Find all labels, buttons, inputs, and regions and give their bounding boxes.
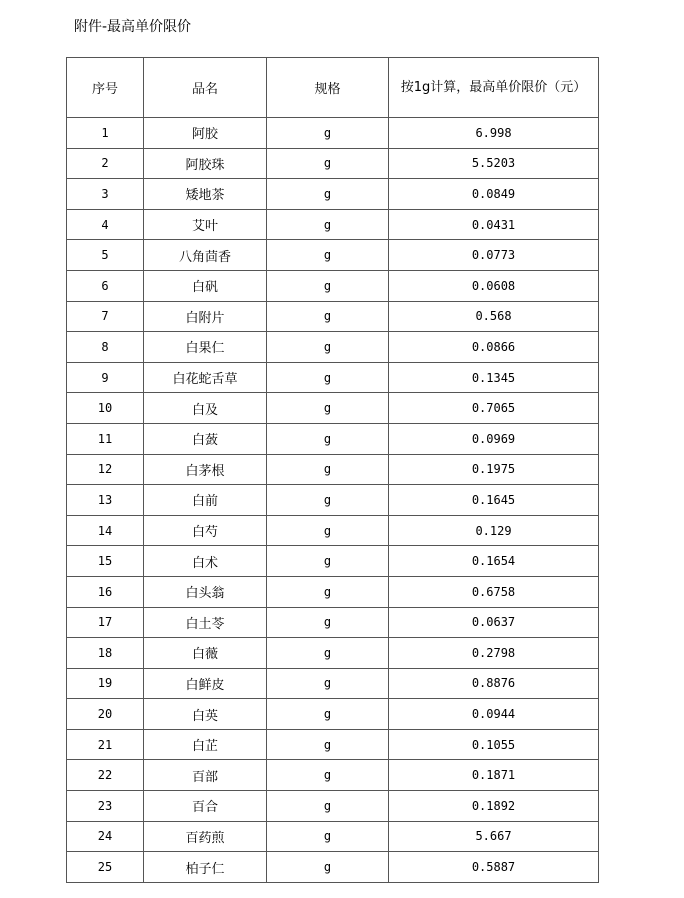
cell-index: 14 [67, 515, 144, 546]
cell-price: 0.0431 [389, 209, 599, 240]
table-row [67, 148, 599, 179]
cell-name: 白茅根 [144, 454, 267, 485]
cell-price: 0.7065 [389, 393, 599, 424]
cell-index: 25 [67, 852, 144, 883]
table-row [67, 393, 599, 424]
cell-index: 20 [67, 699, 144, 730]
table-row [67, 270, 599, 301]
cell-index: 1 [67, 118, 144, 149]
cell-spec: g [267, 270, 389, 301]
cell-price: 0.129 [389, 515, 599, 546]
table-row [67, 729, 599, 760]
cell-index: 8 [67, 332, 144, 363]
table-row [67, 301, 599, 332]
table-row [67, 791, 599, 822]
cell-index: 10 [67, 393, 144, 424]
cell-spec: g [267, 515, 389, 546]
cell-price: 0.2798 [389, 638, 599, 669]
cell-name: 白芷 [144, 729, 267, 760]
cell-spec: g [267, 454, 389, 485]
cell-spec: g [267, 852, 389, 883]
cell-index: 6 [67, 270, 144, 301]
cell-name: 白术 [144, 546, 267, 577]
cell-price: 0.0637 [389, 607, 599, 638]
cell-index: 18 [67, 638, 144, 669]
cell-price: 0.5887 [389, 852, 599, 883]
cell-index: 7 [67, 301, 144, 332]
table-row [67, 576, 599, 607]
table-row [67, 852, 599, 883]
cell-spec: g [267, 301, 389, 332]
table-row [67, 546, 599, 577]
cell-price: 0.1345 [389, 362, 599, 393]
cell-price: 5.667 [389, 821, 599, 852]
cell-price: 0.1645 [389, 485, 599, 516]
table-row [67, 454, 599, 485]
cell-index: 16 [67, 576, 144, 607]
cell-spec: g [267, 148, 389, 179]
table-row [67, 423, 599, 454]
table-row [67, 699, 599, 730]
cell-name: 白土苓 [144, 607, 267, 638]
cell-index: 12 [67, 454, 144, 485]
cell-index: 22 [67, 760, 144, 791]
cell-spec: g [267, 638, 389, 669]
cell-price: 0.1654 [389, 546, 599, 577]
cell-index: 21 [67, 729, 144, 760]
price-limit-table [66, 57, 599, 883]
cell-spec: g [267, 699, 389, 730]
cell-spec: g [267, 668, 389, 699]
cell-name: 八角茴香 [144, 240, 267, 271]
cell-name: 白果仁 [144, 332, 267, 363]
cell-spec: g [267, 118, 389, 149]
cell-name: 白及 [144, 393, 267, 424]
cell-index: 15 [67, 546, 144, 577]
table-row [67, 821, 599, 852]
cell-index: 19 [67, 668, 144, 699]
table-body [67, 118, 599, 883]
cell-name: 阿胶珠 [144, 148, 267, 179]
header-spec: 规格 [267, 58, 389, 118]
cell-price: 0.0969 [389, 423, 599, 454]
cell-index: 24 [67, 821, 144, 852]
cell-spec: g [267, 821, 389, 852]
table-row [67, 485, 599, 516]
cell-name: 阿胶 [144, 118, 267, 149]
cell-name: 白花蛇舌草 [144, 362, 267, 393]
cell-spec: g [267, 546, 389, 577]
cell-spec: g [267, 393, 389, 424]
table-row [67, 209, 599, 240]
cell-price: 0.1055 [389, 729, 599, 760]
header-index: 序号 [67, 58, 144, 118]
table-row [67, 332, 599, 363]
cell-price: 0.1871 [389, 760, 599, 791]
cell-price: 5.5203 [389, 148, 599, 179]
cell-spec: g [267, 576, 389, 607]
cell-price: 0.0773 [389, 240, 599, 271]
cell-index: 9 [67, 362, 144, 393]
cell-index: 17 [67, 607, 144, 638]
cell-name: 白英 [144, 699, 267, 730]
cell-name: 白头翁 [144, 576, 267, 607]
cell-name: 百合 [144, 791, 267, 822]
cell-spec: g [267, 423, 389, 454]
table-row [67, 240, 599, 271]
table-row [67, 118, 599, 149]
cell-name: 柏子仁 [144, 852, 267, 883]
cell-spec: g [267, 760, 389, 791]
cell-spec: g [267, 791, 389, 822]
cell-price: 0.0849 [389, 179, 599, 210]
cell-index: 5 [67, 240, 144, 271]
table-row [67, 179, 599, 210]
cell-spec: g [267, 607, 389, 638]
cell-price: 0.6758 [389, 576, 599, 607]
cell-spec: g [267, 485, 389, 516]
cell-name: 白蔹 [144, 423, 267, 454]
cell-price: 0.1892 [389, 791, 599, 822]
cell-price: 0.0608 [389, 270, 599, 301]
cell-name: 百部 [144, 760, 267, 791]
cell-price: 0.0944 [389, 699, 599, 730]
table-row [67, 515, 599, 546]
table-row [67, 638, 599, 669]
cell-index: 23 [67, 791, 144, 822]
cell-name: 百药煎 [144, 821, 267, 852]
cell-name: 白矾 [144, 270, 267, 301]
table-row [67, 607, 599, 638]
cell-index: 11 [67, 423, 144, 454]
cell-name: 白前 [144, 485, 267, 516]
cell-spec: g [267, 179, 389, 210]
cell-price: 0.1975 [389, 454, 599, 485]
cell-index: 3 [67, 179, 144, 210]
header-name: 品名 [144, 58, 267, 118]
cell-spec: g [267, 240, 389, 271]
cell-name: 白芍 [144, 515, 267, 546]
cell-spec: g [267, 209, 389, 240]
cell-price: 0.568 [389, 301, 599, 332]
cell-spec: g [267, 332, 389, 363]
table-row [67, 362, 599, 393]
cell-spec: g [267, 362, 389, 393]
cell-spec: g [267, 729, 389, 760]
cell-index: 4 [67, 209, 144, 240]
cell-name: 白附片 [144, 301, 267, 332]
table-row [67, 668, 599, 699]
header-price: 按1g计算，最高单价限价（元） [389, 58, 599, 118]
cell-index: 2 [67, 148, 144, 179]
cell-price: 0.0866 [389, 332, 599, 363]
cell-name: 矮地茶 [144, 179, 267, 210]
cell-name: 艾叶 [144, 209, 267, 240]
cell-name: 白鲜皮 [144, 668, 267, 699]
cell-price: 0.8876 [389, 668, 599, 699]
cell-index: 13 [67, 485, 144, 516]
table-header-row [67, 58, 599, 118]
table-row [67, 760, 599, 791]
page-title: 附件-最高单价限价 [74, 19, 192, 35]
cell-price: 6.998 [389, 118, 599, 149]
cell-name: 白薇 [144, 638, 267, 669]
